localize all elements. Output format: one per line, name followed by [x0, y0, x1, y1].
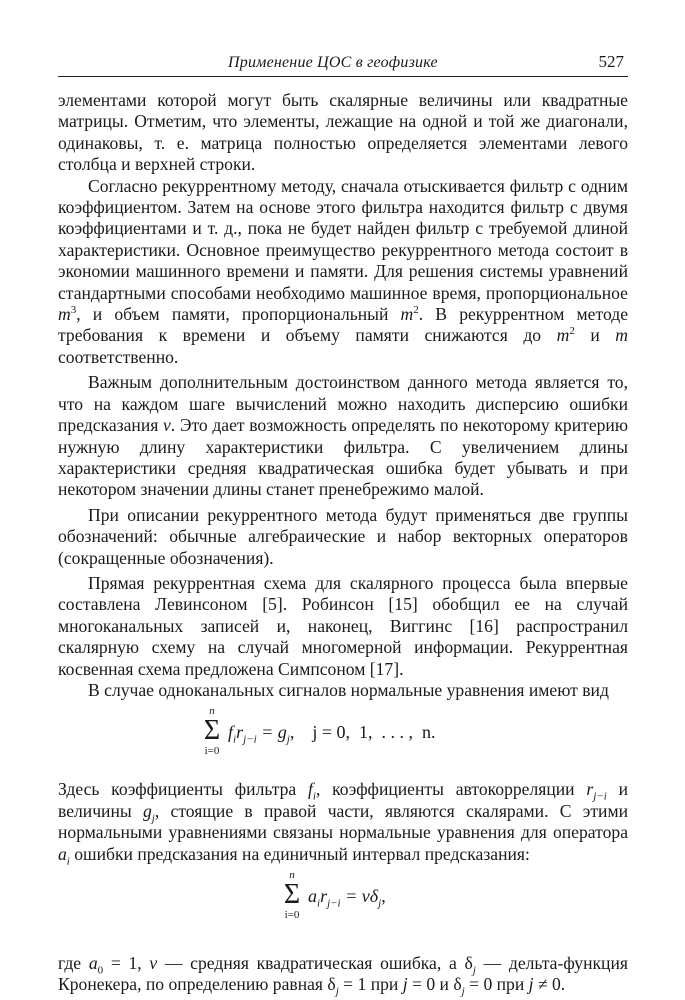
- paragraph-7: Здесь коэффициенты фильтра $f_i$, коэффициенты автокорреляции $r_{j-i}$ и величины $g_j$, стоящие в правой части, являются скалярами. С этими нормальными уравнениями связаны нормальные уравнения для оператора $a_i$ ошибки предсказания на единичный интервал предсказания:: [58, 779, 628, 868]
- equation-prediction-operator: [58, 867, 628, 939]
- paragraph-1: элементами которой могут быть скалярные величины или квадратные матрицы. Отметим, что элементы, лежащие на одной и той же диагонали, одинаковы, т. е. матрица полностью определяется элементами левого столбца и верхней строки.: [58, 90, 628, 175]
- page-number: 527: [598, 52, 624, 71]
- equation-body: $f_ir_{j-i} = g_j$, j = 0, 1, . . . , n.: [228, 722, 436, 746]
- paragraph-4: При описании рекуррентного метода будут применяться две группы обозначений: обычные алгебраические и набор векторных операторов (сокращенные обозначения).: [58, 504, 628, 568]
- paragraph-3: Важным дополнительным достоинством данного метода является то, что на каждом шаге вычислений можно находить дисперсию ошибки предсказания v. Это дает возможность определять по некоторому критерию нужную длину характеристики фильтра. С увеличением длины характеристики средняя квадратическая ошибка будет убывать и при некотором значении длины станет пренебрежимо малой.: [58, 372, 628, 500]
- summation-sign: n Σ i=0: [283, 869, 301, 921]
- running-header: [58, 52, 628, 77]
- paragraph-5: Прямая рекуррентная схема для скалярного процесса была впервые составлена Левинсоном [5]. Робинсон [15] обобщил ее на случай многоканальных записей и, наконец, Виггинс [16] распространил скалярную схему на случай многомерной информации. Рекуррентная косвенная схема предложена Симпсоном [17].: [58, 572, 628, 679]
- paragraph-2: Согласно рекуррентному методу, сначала отыскивается фильтр с одним коэффициентом. Затем на основе этого фильтра находится фильтр с двумя коэффициентами и т. д., пока не будет найден фильтр с требуемой длиной характеристики. Основное преимущество рекуррентного метода состоит в экономии машинного времени и памяти. Для решения системы уравнений стандартными способами необходимо машинное время, пропорциональное $m^3$, и объем памяти, пропорциональный $m^2$. В рекуррентном методе требования к времени и объему памяти снижаются до $m^2$ и m соответственно.: [58, 175, 629, 367]
- equation-body: $a_ir_{j-i} = v\delta_j$,: [308, 886, 386, 910]
- page-body: [58, 90, 628, 996]
- paragraph-6: В случае одноканальных сигналов нормальные уравнения имеют вид: [88, 679, 609, 700]
- summation-sign: n Σ i=0: [203, 705, 221, 758]
- paragraph-8: где $a_0 = 1$, v — средняя квадратическая ошибка, а $\delta_j$ — дельта-функция Кронекера, по определению равная $\delta_j = 1$ при j = 0 и $\delta_j = 0$ при j ≠ 0.: [58, 953, 628, 998]
- running-title: Применение ЦОС в геофизике: [228, 54, 438, 71]
- equation-normal-equations: [58, 703, 628, 775]
